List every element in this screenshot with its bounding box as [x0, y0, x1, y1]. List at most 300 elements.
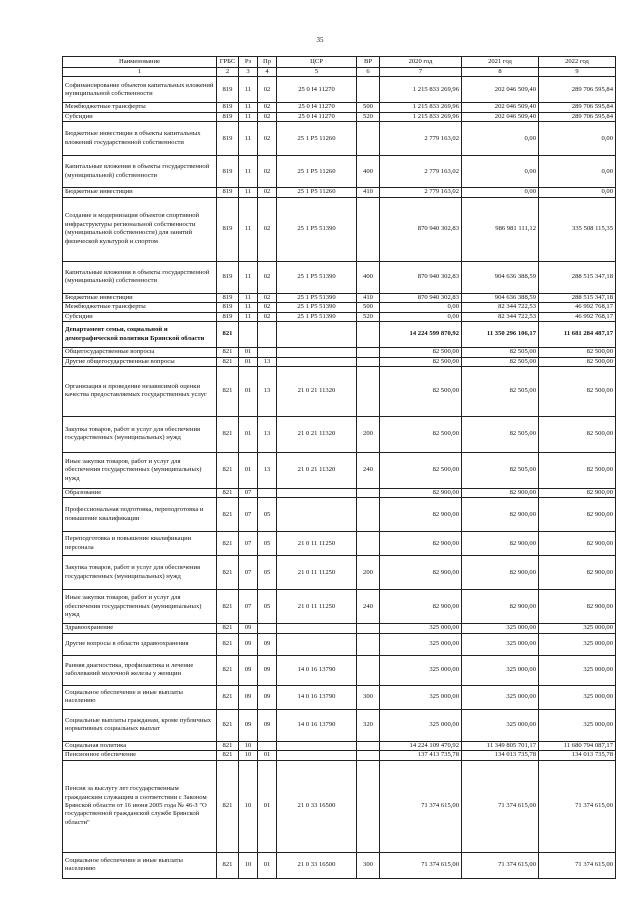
header-pr: Пр [258, 57, 277, 68]
cell-rz: 07 [239, 532, 258, 556]
cell-vr: 240 [357, 452, 380, 488]
cell-pr: 13 [258, 416, 277, 452]
cell-2020: 325 000,00 [380, 709, 462, 741]
cell-pr: 02 [258, 77, 277, 103]
table-row [63, 633, 616, 655]
table-row [63, 322, 616, 348]
cell-pr: 02 [258, 293, 277, 302]
cell-rz: 11 [239, 103, 258, 112]
cell-2022: 288 515 347,18 [539, 293, 616, 302]
cell-csr: 21 0 11 11250 [277, 532, 357, 556]
cell-name: Пенсия за выслугу лет государственным гражданским служащим в соответствии с Законом Брянской области от 16 июня 2005 года № 46-З "О государственной гражданской службе Брянской области" [63, 760, 217, 852]
cell-rz: 11 [239, 188, 258, 197]
table-row [63, 77, 616, 103]
cell-rz: 11 [239, 312, 258, 321]
cell-csr [277, 498, 357, 532]
cell-name: Социальная политика [63, 741, 217, 750]
table-row [63, 188, 616, 197]
table-row [63, 357, 616, 366]
cell-vr: 520 [357, 312, 380, 321]
cell-2021: 325 000,00 [462, 709, 539, 741]
cell-2020: 325 000,00 [380, 655, 462, 685]
cell-2020: 325 000,00 [380, 685, 462, 709]
cell-2020: 82 500,00 [380, 357, 462, 366]
header-2020: 2020 год [380, 57, 462, 68]
cell-pr: 01 [258, 760, 277, 852]
cell-vr: 500 [357, 303, 380, 312]
cell-2021: 71 374 615,00 [462, 760, 539, 852]
cell-2022: 0,00 [539, 188, 616, 197]
cell-2020: 325 000,00 [380, 624, 462, 633]
cell-csr: 14 0 16 13790 [277, 709, 357, 741]
cell-grbs: 819 [217, 112, 239, 121]
cell-2022: 46 992 768,17 [539, 312, 616, 321]
cell-vr [357, 624, 380, 633]
cell-2022: 325 000,00 [539, 709, 616, 741]
cell-rz: 09 [239, 685, 258, 709]
budget-table [62, 56, 616, 879]
cell-grbs: 821 [217, 322, 239, 348]
cell-csr [277, 741, 357, 750]
cell-2021: 82 900,00 [462, 498, 539, 532]
cell-rz: 09 [239, 655, 258, 685]
cell-2021: 82 505,00 [462, 452, 539, 488]
cell-name: Социальное обеспечение и иные выплаты населению [63, 852, 217, 878]
page-number: 35 [316, 36, 324, 44]
cell-vr: 200 [357, 416, 380, 452]
cell-csr: 21 0 33 16500 [277, 852, 357, 878]
column-number: 4 [258, 68, 277, 77]
cell-2022: 82 500,00 [539, 348, 616, 357]
cell-2020: 82 500,00 [380, 452, 462, 488]
cell-csr: 25 1 P5 51390 [277, 303, 357, 312]
cell-name: Создание и модернизация объектов спортивной инфраструктуры региональной собственности (муниципальной собственности) для занятий физической культурой и спортом [63, 197, 217, 261]
table-row [63, 498, 616, 532]
cell-2020: 82 500,00 [380, 366, 462, 416]
cell-vr: 300 [357, 852, 380, 878]
table-body [63, 77, 616, 878]
cell-rz: 09 [239, 709, 258, 741]
cell-pr: 02 [258, 312, 277, 321]
table-row [63, 348, 616, 357]
cell-grbs: 819 [217, 122, 239, 156]
cell-2021: 904 636 388,59 [462, 293, 539, 302]
cell-pr: 09 [258, 633, 277, 655]
cell-rz: 11 [239, 293, 258, 302]
cell-rz: 01 [239, 416, 258, 452]
cell-pr: 01 [258, 751, 277, 760]
header-grbs: ГРБС [217, 57, 239, 68]
cell-2021: 325 000,00 [462, 685, 539, 709]
cell-2020: 2 779 163,02 [380, 122, 462, 156]
cell-csr: 25 0 I4 11270 [277, 77, 357, 103]
cell-2021: 986 981 111,12 [462, 197, 539, 261]
cell-name: Пенсионное обеспечение [63, 751, 217, 760]
cell-grbs: 821 [217, 357, 239, 366]
cell-pr [258, 741, 277, 750]
cell-2022: 11 680 794 087,17 [539, 741, 616, 750]
cell-rz: 11 [239, 303, 258, 312]
cell-2021: 71 374 615,00 [462, 852, 539, 878]
cell-name: Софинансирование объектов капитальных вложений муниципальной собственности [63, 77, 217, 103]
cell-name: Организация и проведение независимой оценки качества предоставляемых государственных услуг [63, 366, 217, 416]
cell-vr [357, 741, 380, 750]
table-row [63, 852, 616, 878]
table-row [63, 488, 616, 497]
table-row [63, 312, 616, 321]
cell-pr: 02 [258, 261, 277, 293]
cell-csr: 25 1 P5 11260 [277, 188, 357, 197]
table-row [63, 366, 616, 416]
table-row [63, 624, 616, 633]
cell-rz: 07 [239, 498, 258, 532]
header-row [63, 57, 616, 68]
cell-2020: 82 900,00 [380, 532, 462, 556]
cell-csr: 21 0 21 11320 [277, 366, 357, 416]
cell-vr [357, 498, 380, 532]
cell-name: Переподготовка и повышение квалификации персонала [63, 532, 217, 556]
cell-name: Бюджетные инвестиции в объекты капитальных вложений государственной собственности [63, 122, 217, 156]
cell-csr: 21 0 11 11250 [277, 590, 357, 624]
cell-grbs: 821 [217, 488, 239, 497]
cell-2021: 325 000,00 [462, 655, 539, 685]
table-row [63, 293, 616, 302]
cell-csr: 25 0 I4 11270 [277, 103, 357, 112]
cell-grbs: 821 [217, 741, 239, 750]
cell-2022: 82 900,00 [539, 590, 616, 624]
table-row [63, 556, 616, 590]
cell-csr: 25 1 P5 51390 [277, 197, 357, 261]
table-row [63, 590, 616, 624]
table-row [63, 416, 616, 452]
cell-vr [357, 197, 380, 261]
cell-vr: 400 [357, 261, 380, 293]
cell-pr: 05 [258, 498, 277, 532]
cell-csr: 21 0 11 11250 [277, 556, 357, 590]
cell-csr [277, 633, 357, 655]
cell-2020: 2 779 163,02 [380, 188, 462, 197]
cell-2020: 82 900,00 [380, 590, 462, 624]
cell-vr: 410 [357, 293, 380, 302]
cell-grbs: 819 [217, 197, 239, 261]
cell-csr [277, 322, 357, 348]
cell-vr: 240 [357, 590, 380, 624]
column-number: 2 [217, 68, 239, 77]
cell-grbs: 819 [217, 188, 239, 197]
cell-2021: 82 900,00 [462, 556, 539, 590]
cell-2020: 82 900,00 [380, 556, 462, 590]
cell-pr: 05 [258, 590, 277, 624]
table-row [63, 197, 616, 261]
cell-name: Ранняя диагностика, профилактика и лечение заболеваний молочной железы у женщин [63, 655, 217, 685]
cell-pr [258, 322, 277, 348]
cell-2022: 82 500,00 [539, 366, 616, 416]
cell-name: Профессиональная подготовка, переподготовка и повышение квалификации [63, 498, 217, 532]
column-number: 6 [357, 68, 380, 77]
cell-csr: 25 1 P5 51390 [277, 312, 357, 321]
table-row [63, 303, 616, 312]
cell-vr: 400 [357, 156, 380, 188]
cell-name: Иные закупки товаров, работ и услуг для обеспечения государственных (муниципальных) нужд [63, 590, 217, 624]
cell-grbs: 819 [217, 293, 239, 302]
table-row [63, 261, 616, 293]
cell-2021: 134 013 735,78 [462, 751, 539, 760]
cell-name: Другие вопросы в области здравоохранения [63, 633, 217, 655]
cell-grbs: 821 [217, 852, 239, 878]
cell-vr: 200 [357, 556, 380, 590]
cell-2020: 870 940 302,83 [380, 197, 462, 261]
cell-csr: 21 0 33 16500 [277, 760, 357, 852]
cell-rz: 09 [239, 624, 258, 633]
cell-2022: 289 706 595,84 [539, 103, 616, 112]
cell-2020: 82 900,00 [380, 498, 462, 532]
header-vr: ВР [357, 57, 380, 68]
cell-name: Другие общегосударственные вопросы [63, 357, 217, 366]
cell-grbs: 819 [217, 103, 239, 112]
cell-vr: 520 [357, 112, 380, 121]
cell-2022: 71 374 615,00 [539, 852, 616, 878]
header-rz: Рз [239, 57, 258, 68]
cell-2020: 14 224 599 870,92 [380, 322, 462, 348]
cell-2022: 71 374 615,00 [539, 760, 616, 852]
header-csr: ЦСР [277, 57, 357, 68]
cell-vr [357, 751, 380, 760]
cell-vr: 300 [357, 685, 380, 709]
table-row [63, 760, 616, 852]
cell-2022: 82 900,00 [539, 532, 616, 556]
column-number: 9 [539, 68, 616, 77]
cell-grbs: 821 [217, 416, 239, 452]
cell-grbs: 819 [217, 77, 239, 103]
cell-pr: 02 [258, 303, 277, 312]
cell-2020: 82 900,00 [380, 488, 462, 497]
cell-vr [357, 322, 380, 348]
cell-csr [277, 348, 357, 357]
cell-csr [277, 624, 357, 633]
cell-grbs: 821 [217, 532, 239, 556]
cell-pr: 01 [258, 852, 277, 878]
cell-2021: 82 505,00 [462, 348, 539, 357]
cell-pr: 09 [258, 685, 277, 709]
cell-2020: 2 779 163,02 [380, 156, 462, 188]
table-row [63, 685, 616, 709]
cell-2020: 82 500,00 [380, 416, 462, 452]
cell-rz [239, 322, 258, 348]
cell-vr [357, 532, 380, 556]
cell-rz: 10 [239, 751, 258, 760]
cell-2021: 11 349 805 701,17 [462, 741, 539, 750]
cell-csr: 14 0 16 13790 [277, 685, 357, 709]
cell-rz: 01 [239, 452, 258, 488]
cell-2020: 0,00 [380, 303, 462, 312]
cell-2022: 289 706 595,84 [539, 112, 616, 121]
cell-2020: 71 374 615,00 [380, 852, 462, 878]
cell-pr: 02 [258, 103, 277, 112]
cell-vr [357, 655, 380, 685]
column-number: 7 [380, 68, 462, 77]
cell-2021: 82 900,00 [462, 488, 539, 497]
cell-vr: 410 [357, 188, 380, 197]
cell-pr: 13 [258, 357, 277, 366]
table-row [63, 741, 616, 750]
cell-name: Бюджетные инвестиции [63, 293, 217, 302]
cell-name: Социальные выплаты гражданам, кроме публичных нормативных социальных выплат [63, 709, 217, 741]
cell-2022: 82 500,00 [539, 416, 616, 452]
cell-pr: 09 [258, 655, 277, 685]
cell-pr: 05 [258, 532, 277, 556]
cell-2020: 1 215 833 269,96 [380, 112, 462, 121]
cell-grbs: 821 [217, 590, 239, 624]
table-row [63, 709, 616, 741]
cell-name: Межбюджетные трансферты [63, 103, 217, 112]
cell-grbs: 819 [217, 312, 239, 321]
cell-grbs: 819 [217, 303, 239, 312]
column-number: 5 [277, 68, 357, 77]
table-row [63, 122, 616, 156]
column-number-row [63, 68, 616, 77]
cell-grbs: 821 [217, 624, 239, 633]
cell-csr: 14 0 16 13790 [277, 655, 357, 685]
cell-2021: 11 350 296 106,17 [462, 322, 539, 348]
column-number: 8 [462, 68, 539, 77]
cell-csr [277, 488, 357, 497]
cell-vr [357, 357, 380, 366]
cell-2022: 134 013 735,78 [539, 751, 616, 760]
cell-pr: 05 [258, 556, 277, 590]
cell-pr: 09 [258, 709, 277, 741]
cell-rz: 01 [239, 357, 258, 366]
cell-csr: 21 0 21 11320 [277, 416, 357, 452]
cell-2022: 289 706 595,84 [539, 77, 616, 103]
cell-2021: 82 505,00 [462, 357, 539, 366]
cell-2021: 0,00 [462, 122, 539, 156]
cell-grbs: 821 [217, 556, 239, 590]
cell-2022: 325 000,00 [539, 633, 616, 655]
cell-2020: 82 500,00 [380, 348, 462, 357]
cell-vr [357, 633, 380, 655]
cell-2022: 82 500,00 [539, 357, 616, 366]
cell-2020: 14 224 109 470,92 [380, 741, 462, 750]
table-row [63, 751, 616, 760]
cell-name: Бюджетные инвестиции [63, 188, 217, 197]
cell-grbs: 821 [217, 633, 239, 655]
cell-grbs: 819 [217, 156, 239, 188]
cell-name: Капитальные вложения в объекты государственной (муниципальной) собственности [63, 261, 217, 293]
cell-2020: 71 374 615,00 [380, 760, 462, 852]
cell-rz: 11 [239, 112, 258, 121]
cell-name: Здравоохранение [63, 624, 217, 633]
cell-name: Иные закупки товаров, работ и услуг для обеспечения государственных (муниципальных) нужд [63, 452, 217, 488]
cell-csr: 25 1 P5 11260 [277, 156, 357, 188]
cell-rz: 10 [239, 741, 258, 750]
cell-2021: 325 000,00 [462, 633, 539, 655]
cell-2021: 82 505,00 [462, 366, 539, 416]
cell-vr [357, 760, 380, 852]
cell-grbs: 821 [217, 452, 239, 488]
cell-grbs: 821 [217, 751, 239, 760]
cell-2021: 904 636 388,59 [462, 261, 539, 293]
cell-csr [277, 357, 357, 366]
cell-rz: 11 [239, 156, 258, 188]
cell-2021: 82 505,00 [462, 416, 539, 452]
cell-rz: 10 [239, 852, 258, 878]
cell-pr: 13 [258, 366, 277, 416]
cell-2022: 0,00 [539, 122, 616, 156]
cell-2020: 1 215 833 269,96 [380, 77, 462, 103]
cell-2021: 82 344 722,53 [462, 312, 539, 321]
cell-vr [357, 77, 380, 103]
column-number: 3 [239, 68, 258, 77]
cell-csr: 25 1 P5 51390 [277, 261, 357, 293]
cell-rz: 01 [239, 348, 258, 357]
cell-vr [357, 366, 380, 416]
cell-2022: 82 900,00 [539, 556, 616, 590]
cell-2022: 46 992 768,17 [539, 303, 616, 312]
cell-rz: 07 [239, 556, 258, 590]
cell-2022: 0,00 [539, 156, 616, 188]
cell-name: Закупка товаров, работ и услуг для обеспечения государственных (муниципальных) нужд [63, 416, 217, 452]
column-number: 1 [63, 68, 217, 77]
cell-pr: 02 [258, 122, 277, 156]
cell-rz: 01 [239, 366, 258, 416]
table-row [63, 655, 616, 685]
cell-2020: 0,00 [380, 312, 462, 321]
cell-grbs: 821 [217, 498, 239, 532]
cell-2021: 82 900,00 [462, 590, 539, 624]
table-row [63, 532, 616, 556]
cell-grbs: 821 [217, 709, 239, 741]
cell-vr: 320 [357, 709, 380, 741]
cell-pr [258, 624, 277, 633]
cell-csr: 21 0 21 11320 [277, 452, 357, 488]
cell-2022: 325 000,00 [539, 685, 616, 709]
cell-2020: 325 000,00 [380, 633, 462, 655]
cell-2022: 82 500,00 [539, 452, 616, 488]
cell-csr: 25 1 P5 11260 [277, 122, 357, 156]
cell-name: Образование [63, 488, 217, 497]
cell-2021: 82 900,00 [462, 532, 539, 556]
cell-2022: 325 000,00 [539, 624, 616, 633]
header-name: Наименование [63, 57, 217, 68]
table-row [63, 112, 616, 121]
cell-2022: 82 900,00 [539, 498, 616, 532]
cell-csr [277, 751, 357, 760]
cell-2021: 202 046 509,40 [462, 112, 539, 121]
cell-name: Капитальные вложения в объекты государственной (муниципальной) собственности [63, 156, 217, 188]
cell-2020: 1 215 833 269,96 [380, 103, 462, 112]
cell-name: Общегосударственные вопросы [63, 348, 217, 357]
cell-2022: 288 515 347,18 [539, 261, 616, 293]
cell-pr [258, 348, 277, 357]
cell-rz: 07 [239, 488, 258, 497]
cell-name: Закупка товаров, работ и услуг для обеспечения государственных (муниципальных) нужд [63, 556, 217, 590]
cell-2020: 870 940 302,83 [380, 293, 462, 302]
cell-rz: 10 [239, 760, 258, 852]
cell-rz: 07 [239, 590, 258, 624]
cell-pr: 02 [258, 197, 277, 261]
cell-name: Субсидии [63, 312, 217, 321]
cell-name: Департамент семьи, социальной и демографической политики Брянской области [63, 322, 217, 348]
cell-grbs: 821 [217, 760, 239, 852]
cell-rz: 11 [239, 77, 258, 103]
cell-rz: 09 [239, 633, 258, 655]
cell-2022: 11 681 284 487,17 [539, 322, 616, 348]
cell-csr: 25 0 I4 11270 [277, 112, 357, 121]
table-row [63, 452, 616, 488]
cell-grbs: 821 [217, 366, 239, 416]
cell-pr: 02 [258, 112, 277, 121]
cell-2020: 870 940 302,83 [380, 261, 462, 293]
